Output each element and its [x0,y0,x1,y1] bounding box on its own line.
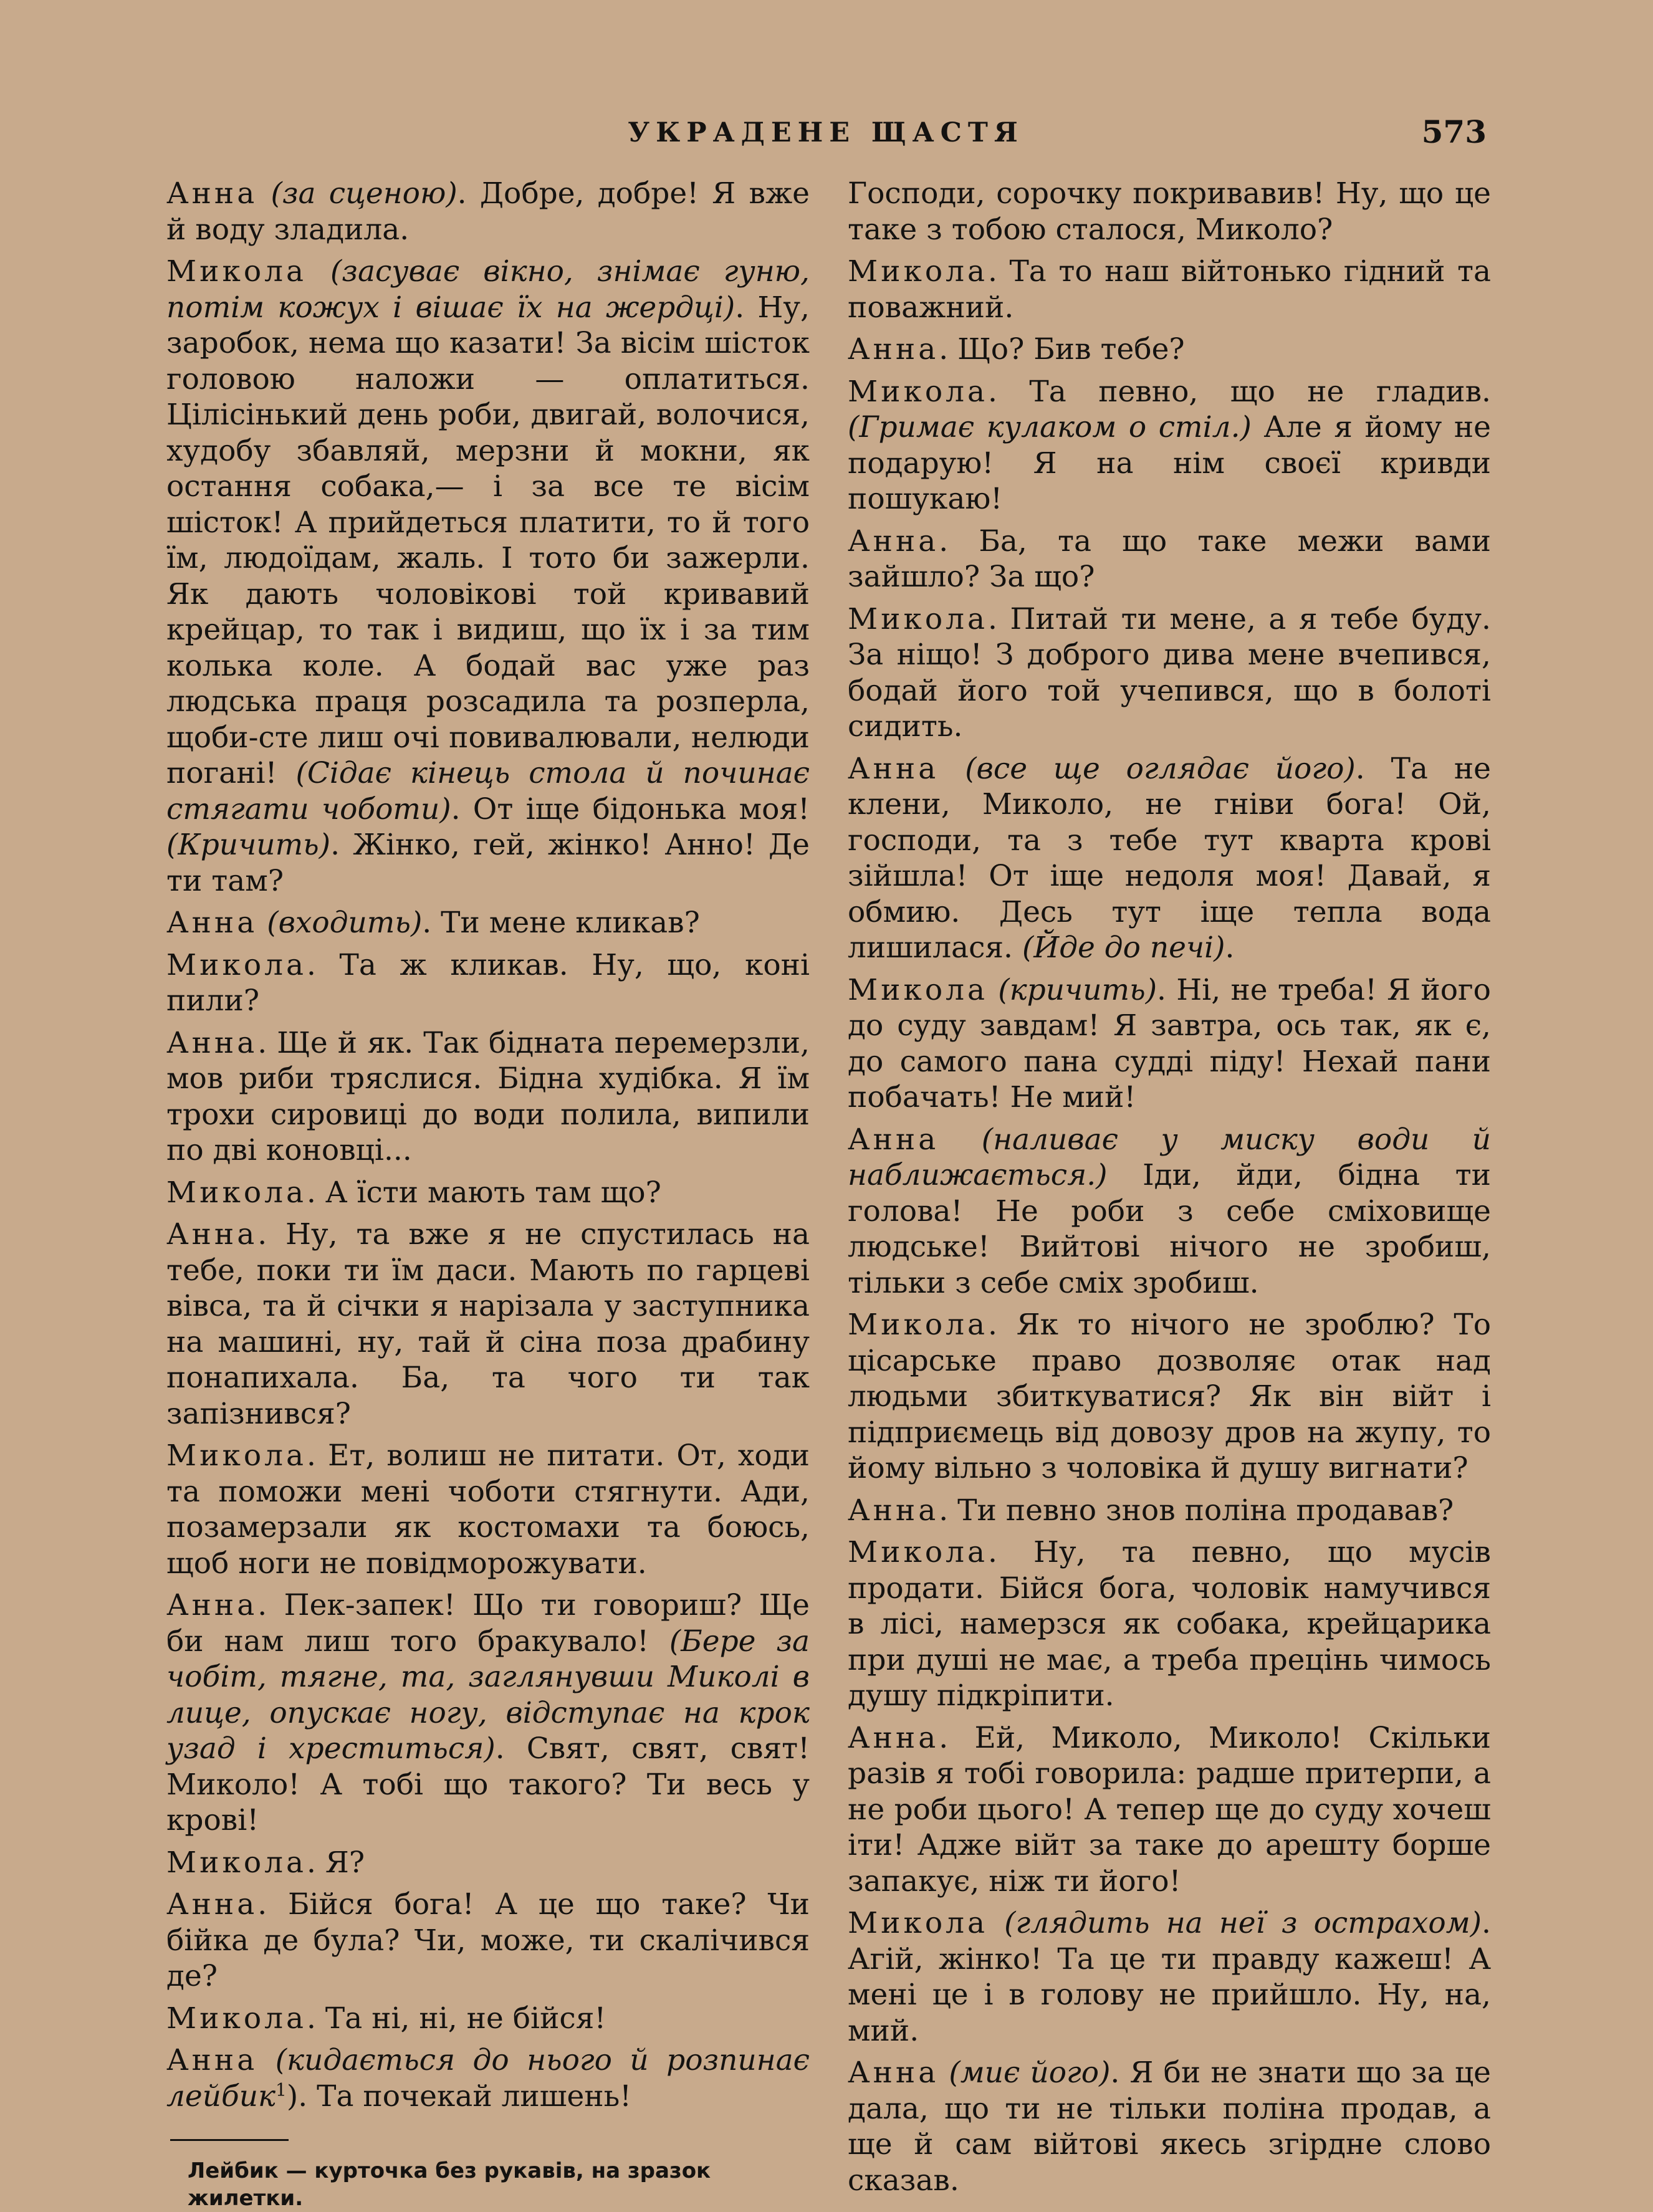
dialogue-line: Микола. Ет, волиш не питати. От, ходи та поможи мені чоботи стягнути. Ади, позамерзали як костомахи та боюсь, щоб ноги не повідморожувати. [166,1439,810,1581]
dialogue-line: Микола. Як то нічого не зроблю? То цісарське право дозволяє отак над людьми збиткуватися? Як він війт і підприємець від довозу дров на жупу, то йому вільно з чоловіка й душу вигнати? [848,1308,1491,1485]
page-number: 573 [1421,113,1487,150]
dialogue-line: Микола (глядить на неї з острахом). Агій, жінко! Та це ти правду кажеш! А мені це і в голову не прийшло. Ну, на, мий. [848,1906,1491,2048]
dialogue-line: Анна. Ей, Миколо, Миколо! Скільки разів я тобі говорила: радше притерпи, а не роби цього! А тепер ще до суду хочеш іти! Адже війт за таке до арешту борше запакує, ніж ти його! [848,1720,1491,1898]
dialogue-line: Микола. Питай ти мене, а я тебе буду. За ніщо! З доброго дива мене вчепився, бодай його той учепився, що в болоті сидить. [848,601,1491,744]
footnote: Лейбик — курточка без рукавів, на зразок жилетки. [188,2158,711,2211]
dialogue-line: Анна (наливає у миску води й наближається.) Іди, йди, бідна ти голова! Не роби з себе сміховище людське! Вийтові нічого не зробиш, тільки з себе сміх зробиш. [848,1122,1491,1300]
dialogue-line: Микола. Та певно, що не гладив. (Гримає кулаком о стіл.) Але я йому не подарую! Я на нім своєї кривди пошукаю! [848,374,1491,516]
footnote-marker: 1 [276,2079,287,2100]
right-column [848,176,1491,2205]
footnote-rule [170,2139,289,2141]
dialogue-line: Микола (засуває вікно, знімає гуню, потім кожух і вішає їх на жердці). Ну, заробок, нема що казати! За вісім шісток головою наложи — оплатиться. Цілісінький день роби, двигай, волочися, худобу збавляй, мерзни й мокни, як остання собака,— і за все те вісім шісток! А прийдеться платити, то й того їм, людоїдам, жаль. І тото би зажерли. Як дають чоловікові той кривавий крейцар, то так і видиш, що їх і за тим колька коле. А бодай вас уже раз людська праця розсадила та розперла, щоби-сте лиш очі повивалювали, нелюди погані! (Сідає кінець стола й починає стягати чоботи). От іще бідонька моя! (Кричить). Жінко, гей, жінко! Анно! Де ти там? [166,254,810,898]
dialogue-line: Анна (миє його). Я би не знати що за це дала, що ти не тільки поліна продав, а ще й сам війтові якесь згірдне слово сказав. [848,2056,1491,2198]
dialogue-line: Микола. Та то наш війтонько гідний та поважний. [848,254,1491,325]
running-title: УКРАДЕНЕ ЩАСТЯ [628,117,1024,148]
dialogue-line: Анна. Що? Бив тебе? [848,332,1185,366]
dialogue-line: Анна. Ти певно знов поліна продавав? [848,1493,1454,1528]
dialogue-line: Микола. А їсти мають там що? [166,1175,661,1210]
page-header [165,113,1487,157]
dialogue-line: Микола. Ну, та певно, що мусів продати. Бійся бога, чоловік намучився в лісі, намерзся як собака, крейцарика при душі не має, а треба прецінь чимось душу підкріпити. [848,1535,1491,1713]
dialogue-line: Анна. Пек-запек! Що ти говориш? Ще би нам лиш того бракувало! (Бере за чобіт, тягне, та, заглянувши Миколі в лице, опускає ногу, відступає на крок узад і хреститься). Свят, свят, свят! Миколо! А тобі що такого? Ти весь у крові! [166,1588,810,1837]
dialogue-line: Микола. Я? [166,1845,365,1880]
dialogue-line: Микола. Та ж кликав. Ну, що, коні пили? [166,947,810,1018]
dialogue-line: Микола. Та ні, ні, не бійся! [166,2001,606,2036]
dialogue-line: Анна. Ще й як. Так бідната перемерзли, мов риби тряслися. Бідна худібка. Я їм трохи сировиці до води полила, випили по дві коновці... [166,1025,810,1167]
dialogue-line: Анна. Бійся бога! А це що таке? Чи бійка де була? Чи, може, ти скалічився де? [166,1887,810,1993]
dialogue-line: Анна. Ба, та що таке межи вами зайшло? За що? [848,524,1491,594]
dialogue-line: Анна (кидається до нього й розпинає лейбик$^1$). Та почекай лишень! [166,2043,810,2114]
left-column [166,176,810,2212]
dialogue-line: Господи, сорочку покривавив! Ну, що це таке з тобою сталося, Миколо? [848,176,1491,247]
dialogue-line: Анна (все ще оглядає його). Та не клени, Миколо, не гніви бога! Ой, господи, та з тебе тут кварта крові зійшла! От іще недоля моя! Давай, я обмию. Десь тут іще тепла вода лишилася. (Йде до печі). [848,751,1491,965]
dialogue-line: Анна (входить). Ти мене кликав? [166,906,700,940]
dialogue-line: Анна (за сценою). Добре, добре! Я вже й воду зладила. [166,176,810,247]
dialogue-line: Микола (кричить). Ні, не треба! Я його до суду завдам! Я завтра, ось так, як є, до самого пана судді піду! Нехай пани побачать! Не мий! [848,972,1491,1114]
dialogue-line: Анна. Ну, та вже я не спустилась на тебе, поки ти їм даси. Мають по гарцеві вівса, та й січки я нарізала у заступника на машині, ну, тай й сіна поза драбину понапихала. Ба, та чого ти так запізнився? [166,1217,810,1431]
